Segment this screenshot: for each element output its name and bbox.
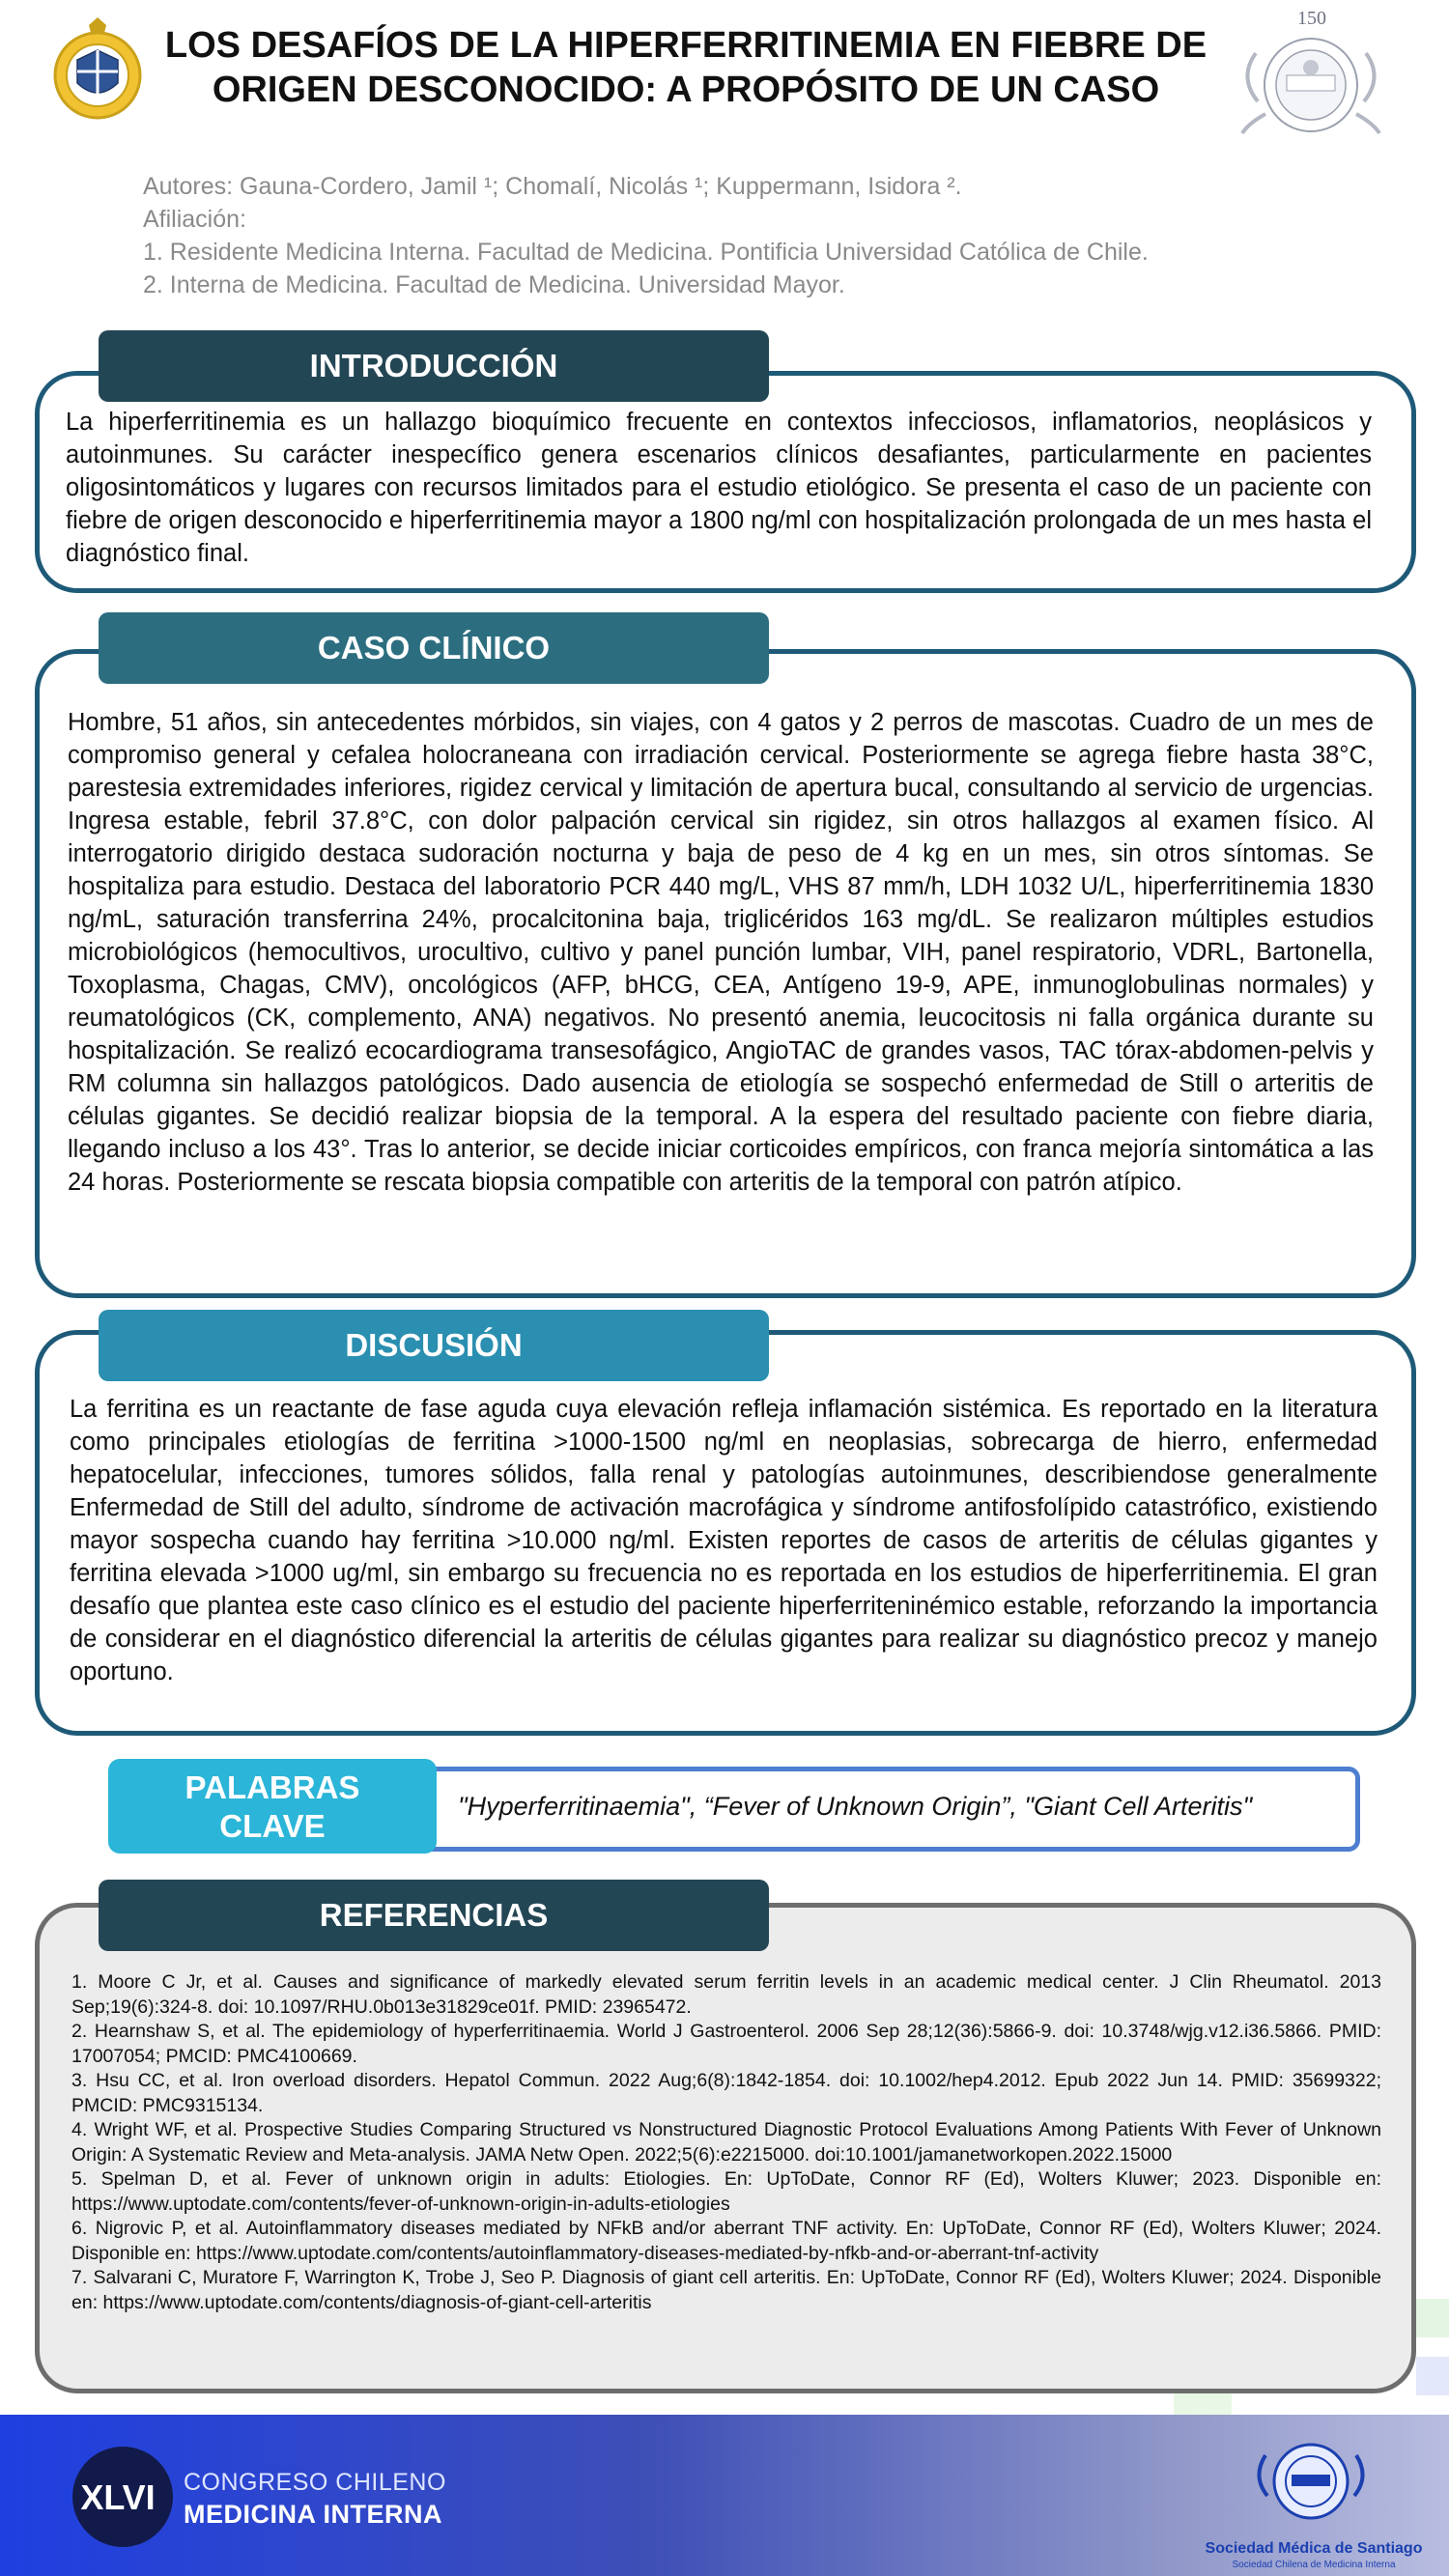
reference-item: 1. Moore C Jr, et al. Causes and significance of markedly elevated serum ferritin levels in an academic medical center. J Clin Rheumatol. 2013 Sep;19(6):324-8. doi: 10.1097/RHU.0b013e31829ce01f. PMID: 23965472. [71,1971,1381,2018]
discusion-text: La ferritina es un reactante de fase aguda cuya elevación refleja inflamación sistémica. Es reportado en la literatura como principales etiologías de ferritina >1000-1500 ng/ml en neoplasias, sobrecarga de hierro, enfermedad hepatocelular, infecciones, tumores sólidos, falla renal y patologías autoinmunes, describiendose generalmente Enfermedad de Still del adulto, síndrome de activación macrofágica y síndrome antifosfolípido catastrófico, existiendo mayor sospecha cuando hay ferritina >10.000 ng/ml. Existen reportes de casos de arteritis de células gigantes y ferritina elevada >1000 ug/ml, sin embargo su frecuencia no es reportada en los estudios de hiperferritinemia. El gran desafío que plantea este caso clínico es el estudio del paciente hiperferriteninémico estable, reforzando la importancia de considerar en el diagnóstico diferencial la arteritis de células gigantes para realizar su diagnóstico precoz y manejo oportuno. [70,1396,1378,1685]
decor-square [1416,2299,1449,2337]
reference-item: 2. Hearnshaw S, et al. The epidemiology of hyperferritinaemia. World J Gastroenterol. 2006 Sep 28;12(36):5866-9. doi: 10.3748/wjg.v12.i36.5866. PMID: 17007054; PMCID: PMC4100669. [71,2021,1381,2067]
authors-line: Autores: Gauna-Cordero, Jamil ¹; Chomalí, Nicolás ¹; Kuppermann, Isidora ². [143,173,962,200]
decor-square [1416,2357,1449,2395]
authors-block [143,170,1399,301]
palabras-clave-heading-line1: PALABRAS [185,1769,360,1805]
affiliation-label: Afiliación: [143,206,246,233]
footer-banner [0,2415,1449,2576]
referencias-heading: REFERENCIAS [99,1880,769,1951]
sociedad-medica-seal-icon [1238,2428,1383,2534]
introduccion-text: La hiperferritinemia es un hallazgo bioquímico frecuente en contextos infecciosos, inflamatorios, neoplásicos y autoinmunes. Su carácter inespecífico genera escenarios clínicos desafiantes, particularmente en pacientes oligosintomáticos y lugares con recursos limitados para el estudio etiológico. Se presenta el caso de un paciente con fiebre de origen desconocido e hiperferritinemia mayor a 1800 ng/ml con hospitalización prolongada de un mes hasta el diagnóstico final. [66,409,1372,567]
palabras-clave-heading-line2: CLAVE [219,1808,326,1844]
decor-square [1174,2393,1232,2415]
society-seal-logo [1219,10,1403,145]
introduccion-heading: INTRODUCCIÓN [99,330,769,402]
palabras-clave-text: "Hyperferritinaemia", “Fever of Unknown Origin”, "Giant Cell Arteritis" [458,1792,1253,1821]
society-name: Sociedad Médica de Santiago [1205,2540,1423,2557]
affiliation-1: 1. Residente Medicina Interna. Facultad de Medicina. Pontificia Universidad Católica de Chile. [143,239,1149,266]
reference-item: 4. Wright WF, et al. Prospective Studies Comparing Structured vs Nonstructured Diagnostic Protocol Evaluations Among Patients With Fever of Unknown Origin: A Systematic Review and Meta-analysis. JAMA Netw Open. 2022;5(6):e2215000. doi:10.1001/jamanetworkopen.2022.15000 [71,2119,1381,2166]
congress-name-line1: CONGRESO CHILENO [184,2469,446,2496]
svg-text:XLVI: XLVI [80,2477,156,2517]
congress-name-line2: MEDICINA INTERNA [184,2500,442,2529]
discusion-heading: DISCUSIÓN [99,1310,769,1381]
caso-clinico-text: Hombre, 51 años, sin antecedentes mórbidos, sin viajes, con 4 gatos y 2 perros de mascotas. Cuadro de un mes de compromiso general y cefalea holocraneana con irradiación cervical. Posteriormente se agrega fiebre hasta 38°C, parestesia extremidades inferiores, rigidez cervical y limitación de apertura bucal, consultando al servicio de urgencias. Ingresa estable, febril 37.8°C, con dolor palpación cervical sin rigidez, sin otros hallazgos al examen físico. Al interrogatorio dirigido destaca sudoración nocturna y baja de peso de 4 kg en un mes, sin otros síntomas. Se hospitaliza para estudio. Destaca del laboratorio PCR 440 mg/L, VHS 87 mm/h, LDH 1032 U/L, hiperferritinemia 1830 ng/mL, saturación transferrina 24%, procalcitonina baja, triglicéridos 163 mg/dL. Se realizaron múltiples estudios microbiológicos (hemocultivos, urocultivo, cultivo y panel punción lumbar, VIH, panel respiratorio, VDRL, Bartonella, Toxoplasma, Chagas, CMV), oncológicos (AFP, bHCG, CEA, Antígeno 19-9, APE, inmunoglobulinas normales) y reumatológicos (CK, complemento, ANA) negativos. No presentó anemia, leucocitosis ni falla orgánica durante su hospitalización. Se realizó ecocardiograma transesofágico, AngioTAC de grandes vasos, TAC tórax-abdomen-pelvis y RM columna sin hallazgos patológicos. Dado ausencia de etiología se sospechó enfermedad de Still o arteritis de células gigantes. Se decidió realizar biopsia de la temporal. A la espera del resultado paciente con fiebre diaria, llegando incluso a los 43°. Tras lo anterior, se decide iniciar corticoides empíricos, con franca mejoría sintomática a las 24 horas. Posteriormente se rescata biopsia compatible con arteritis de la temporal con patrón atípico. [68,709,1374,1196]
referencias-list [71,1970,1381,2315]
poster-title: LOS DESAFÍOS DE LA HIPERFERRITINEMIA EN FIEBRE DE ORIGEN DESCONOCIDO: A PROPÓSITO DE UN CASO [164,25,1208,110]
society-subtitle: Sociedad Chilena de Medicina Interna [1232,2560,1396,2570]
reference-item: 7. Salvarani C, Muratore F, Warrington K, Trobe J, Seo P. Diagnosis of giant cell arteritis. En: UpToDate, Connor RF (Ed), Wolters Kluwer; 2024. Disponible en: https://www.uptodate.com/contents/diagnosis-of-giant-cell-arteritis [71,2267,1381,2313]
reference-item: 3. Hsu CC, et al. Iron overload disorders. Hepatol Commun. 2022 Aug;6(8):1842-1854. doi: 10.1002/hep4.2012. Epub 2022 Jun 14. PMID: 35699322; PMCID: PMC9315134. [71,2070,1381,2116]
university-crest-logo [50,15,145,131]
seal-anniversary-number: 150 [1297,8,1326,29]
reference-item: 5. Spelman D, et al. Fever of unknown origin in adults: Etiologies. En: UpToDate, Connor RF (Ed), Wolters Kluwer; 2023. Disponible en: https://www.uptodate.com/contents/fever-of-unknown-origin-in-adults-etiologies [71,2168,1381,2215]
palabras-clave-heading [108,1759,437,1854]
congress-xlvi-logo [70,2444,176,2550]
caso-clinico-heading: CASO CLÍNICO [99,612,769,684]
affiliation-2: 2. Interna de Medicina. Facultad de Medicina. Universidad Mayor. [143,271,845,298]
reference-item: 6. Nigrovic P, et al. Autoinflammatory diseases mediated by NFkB and/or aberrant TNF activity. En: UpToDate, Connor RF (Ed), Wolters Kluwer; 2024. Disponible en: https://www.uptodate.com/contents/autoinflammatory-diseases-mediated-by-nfkb-and-or-aberrant-tnf-activity [71,2218,1381,2264]
